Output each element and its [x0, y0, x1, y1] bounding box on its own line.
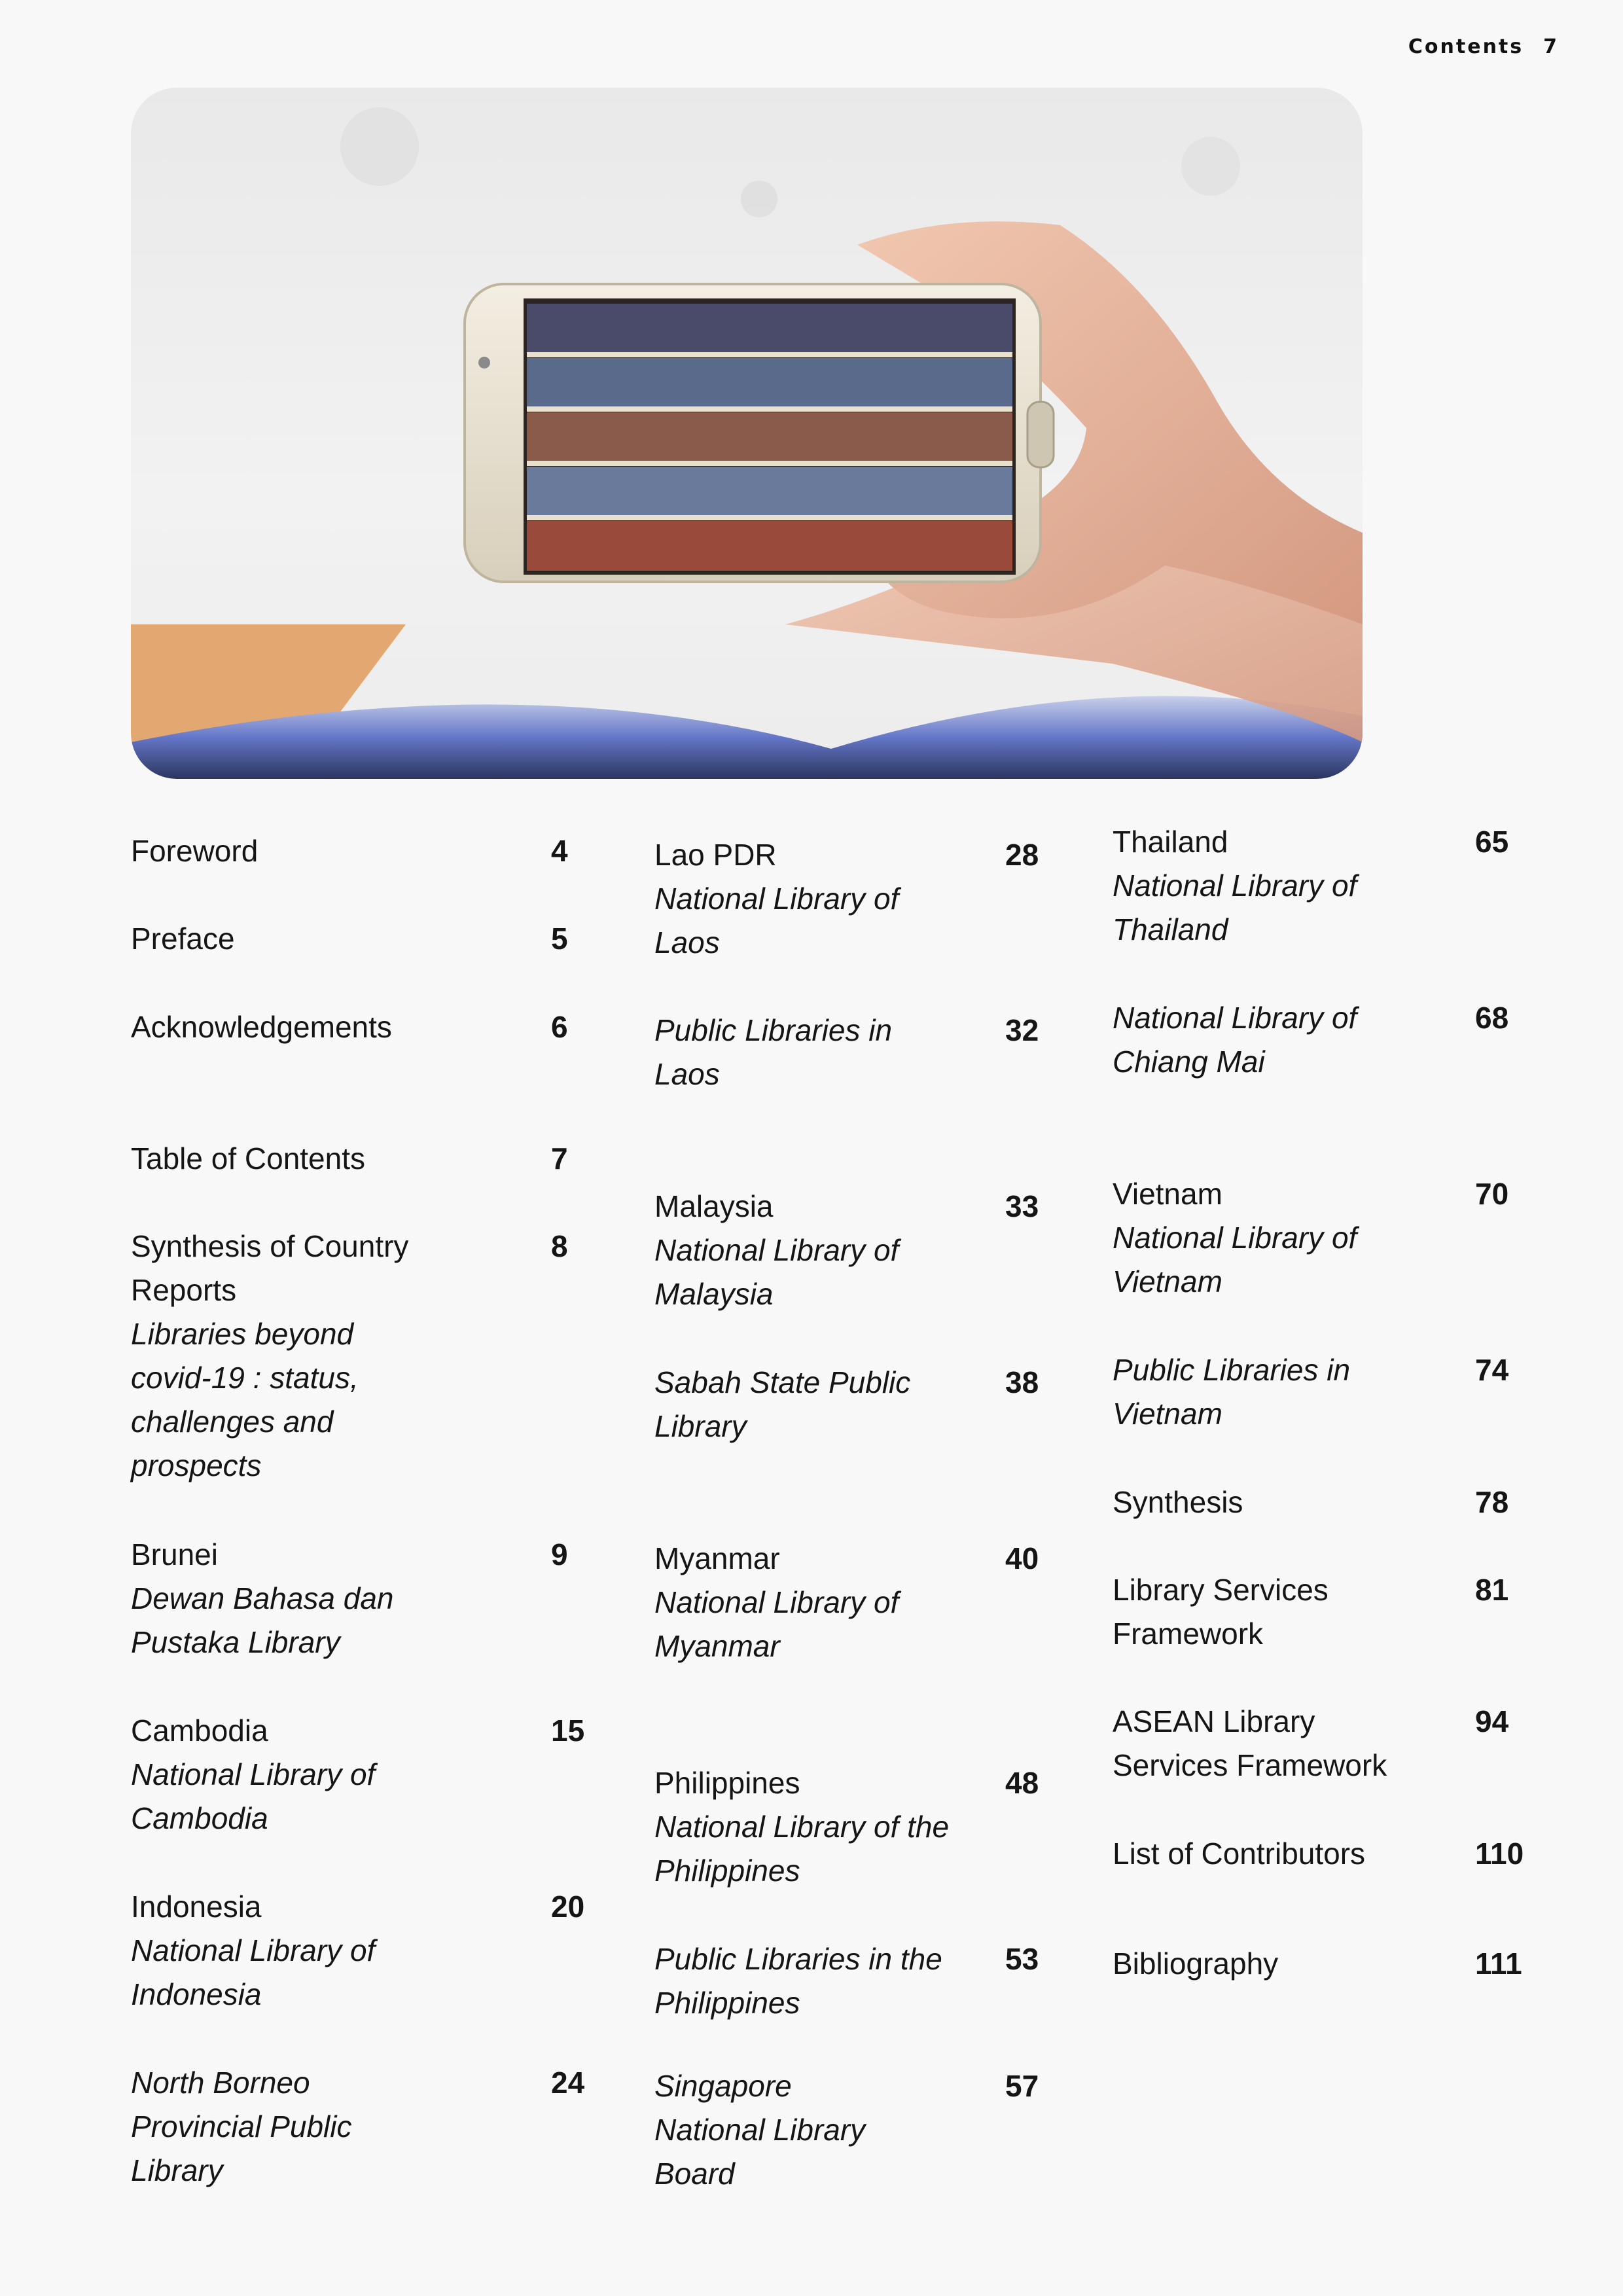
toc-entry-page-number: 81: [1475, 1573, 1509, 1607]
toc-entry-line: Preface: [131, 922, 235, 956]
toc-entry-page-number: 9: [551, 1537, 568, 1571]
toc-entry-line: Myanmar: [654, 1629, 780, 1663]
toc-entry-title: [1113, 1832, 1365, 1876]
toc-entry-line: Myanmar: [654, 1541, 780, 1575]
toc-entry-title: [131, 2061, 351, 2193]
toc-entry-line: Laos: [654, 925, 720, 960]
toc-entry-line: National Library of: [1113, 1001, 1357, 1035]
toc-entry-page-number: 4: [551, 834, 568, 868]
toc-entry-title: [131, 1225, 408, 1488]
toc-entry-page-number: 6: [551, 1010, 568, 1044]
toc-entry-line: ASEAN Library: [1113, 1704, 1315, 1738]
toc-entry-line: National Library of: [1113, 869, 1357, 903]
toc-entry-line: Philippines: [654, 1854, 800, 1888]
toc-entry-page-number: 7: [551, 1141, 568, 1175]
toc-entry-line: Thailand: [1113, 825, 1228, 859]
toc-entry-line: Indonesia: [131, 1890, 262, 1924]
toc-entry-line: Singapore: [654, 2069, 792, 2103]
toc-entry-line: Foreword: [131, 834, 259, 868]
toc-entry-line: Board: [654, 2157, 735, 2191]
toc-entry-title: [1113, 996, 1357, 1084]
toc-entry-line: Vietnam: [1113, 1177, 1222, 1211]
toc-entry-line: Dewan Bahasa dan: [131, 1581, 394, 1615]
toc-entry-page-number: 33: [1005, 1189, 1039, 1223]
toc-entry-line: Synthesis of Country: [131, 1229, 409, 1263]
toc-entry-title: [654, 1537, 899, 1668]
toc-entry-line: Public Libraries in: [1113, 1353, 1351, 1387]
toc-entry-title: [654, 1361, 910, 1448]
toc-entry-line: prospects: [131, 1448, 262, 1482]
toc-entry-title: [654, 833, 899, 965]
toc-entry-line: Reports: [131, 1273, 237, 1307]
toc-entry-line: Laos: [654, 1057, 720, 1091]
toc-entry-line: Framework: [1113, 1617, 1264, 1651]
toc-entry-page-number: 111: [1475, 1946, 1522, 1981]
toc-entry-title: [131, 1885, 375, 2017]
toc-entry-title: [1113, 820, 1357, 952]
toc-entry-line: Bibliography: [1113, 1946, 1279, 1981]
toc-entry-line: National Library of: [654, 1585, 899, 1619]
toc-entry-page-number: 38: [1005, 1365, 1039, 1399]
toc-entry-line: Library: [654, 1409, 747, 1443]
toc-entry-line: Malaysia: [654, 1277, 774, 1311]
toc-entry-line: List of Contributors: [1113, 1837, 1366, 1871]
toc-entry-line: Vietnam: [1113, 1397, 1222, 1431]
toc-entry-title: [131, 1005, 392, 1049]
toc-entry-title: [1113, 1942, 1278, 1986]
toc-entry-title: [1113, 1348, 1350, 1436]
toc-entry-line: Libraries beyond: [131, 1317, 354, 1351]
toc-entry-title: [1113, 1700, 1387, 1787]
toc-entry-line: North Borneo: [131, 2066, 310, 2100]
toc-entry-page-number: 57: [1005, 2069, 1039, 2103]
toc-entry-line: National Library of the: [654, 1810, 950, 1844]
toc-entry-line: Malaysia: [654, 1189, 774, 1223]
toc-entry-line: Philippines: [654, 1986, 800, 2020]
toc-entry-page-number: 24: [551, 2066, 585, 2100]
toc-entry-page-number: 78: [1475, 1485, 1509, 1519]
toc-entry-line: Acknowledgements: [131, 1010, 392, 1044]
toc-entry-title: [654, 2064, 865, 2196]
toc-entry-page-number: 68: [1475, 1001, 1509, 1035]
toc-entry-title: [131, 1709, 375, 1840]
toc-entry-line: Library Services: [1113, 1573, 1329, 1607]
toc-entry-line: Vietnam: [1113, 1265, 1222, 1299]
toc-entry-line: Brunei: [131, 1537, 218, 1571]
toc-entry-page-number: 53: [1005, 1942, 1039, 1976]
toc-entry-page-number: 8: [551, 1229, 568, 1263]
toc-entry-line: covid-19 : status,: [131, 1361, 359, 1395]
toc-entry-line: Chiang Mai: [1113, 1045, 1265, 1079]
toc-entry-line: National Library: [654, 2113, 866, 2147]
toc-entry-title: [131, 917, 235, 961]
toc-entry-title: [654, 1937, 942, 2025]
toc-entry-line: Public Libraries in: [654, 1013, 893, 1047]
toc-entry-line: Public Libraries in the: [654, 1942, 942, 1976]
running-header: [1408, 35, 1559, 58]
toc-entry-line: National Library of: [1113, 1221, 1357, 1255]
toc-entry-line: National Library of: [131, 1933, 376, 1967]
toc-entry-page-number: 20: [551, 1890, 585, 1924]
toc-entry-line: Cambodia: [131, 1713, 268, 1748]
hero-image: [131, 88, 1363, 779]
toc-entry-page-number: 65: [1475, 825, 1509, 859]
toc-entry-page-number: 32: [1005, 1013, 1039, 1047]
toc-entry-line: challenges and: [131, 1405, 334, 1439]
toc-entry-title: [654, 1009, 892, 1096]
toc-entry-line: Services Framework: [1113, 1748, 1387, 1782]
toc-entry-title: [1113, 1568, 1329, 1656]
toc-entry-page-number: 48: [1005, 1766, 1039, 1800]
toc-entry-title: [131, 1137, 365, 1181]
toc-entry-page-number: 70: [1475, 1177, 1509, 1211]
toc-entry-title: [1113, 1480, 1243, 1524]
toc-entry-page-number: 110: [1475, 1837, 1524, 1871]
toc-entry-page-number: 40: [1005, 1541, 1039, 1575]
toc-entry-line: Lao PDR: [654, 838, 777, 872]
toc-entry-line: Provincial Public: [131, 2109, 352, 2144]
toc-entry-title: [131, 829, 258, 873]
toc-entry-line: Sabah State Public: [654, 1365, 911, 1399]
toc-entry-title: [1113, 1172, 1357, 1304]
toc-entry-title: [654, 1185, 899, 1316]
toc-entry-page-number: 28: [1005, 838, 1039, 872]
header-section: Contents: [1408, 35, 1524, 58]
toc-entry-line: Synthesis: [1113, 1485, 1243, 1519]
toc-entry-line: Thailand: [1113, 912, 1228, 946]
toc-entry-page-number: 15: [551, 1713, 585, 1748]
toc-entry-title: [654, 1761, 949, 1893]
toc-entry-line: Indonesia: [131, 1977, 262, 2011]
toc-entry-line: Philippines: [654, 1766, 800, 1800]
toc-entry-page-number: 74: [1475, 1353, 1509, 1387]
toc-entry-page-number: 5: [551, 922, 568, 956]
hand-holding-phone-showing-bookshelf-icon: [131, 88, 1363, 779]
toc-entry-line: Table of Contents: [131, 1141, 366, 1175]
toc-entry-line: Pustaka Library: [131, 1625, 340, 1659]
header-page-number: 7: [1543, 35, 1559, 58]
toc-entry-line: National Library of: [654, 882, 899, 916]
toc-entry-line: National Library of: [131, 1757, 376, 1791]
toc-entry-line: Library: [131, 2153, 223, 2187]
toc-entry-line: National Library of: [654, 1233, 899, 1267]
toc-entry-page-number: 94: [1475, 1704, 1509, 1738]
toc-entry-line: Cambodia: [131, 1801, 268, 1835]
toc-entry-title: [131, 1533, 394, 1664]
